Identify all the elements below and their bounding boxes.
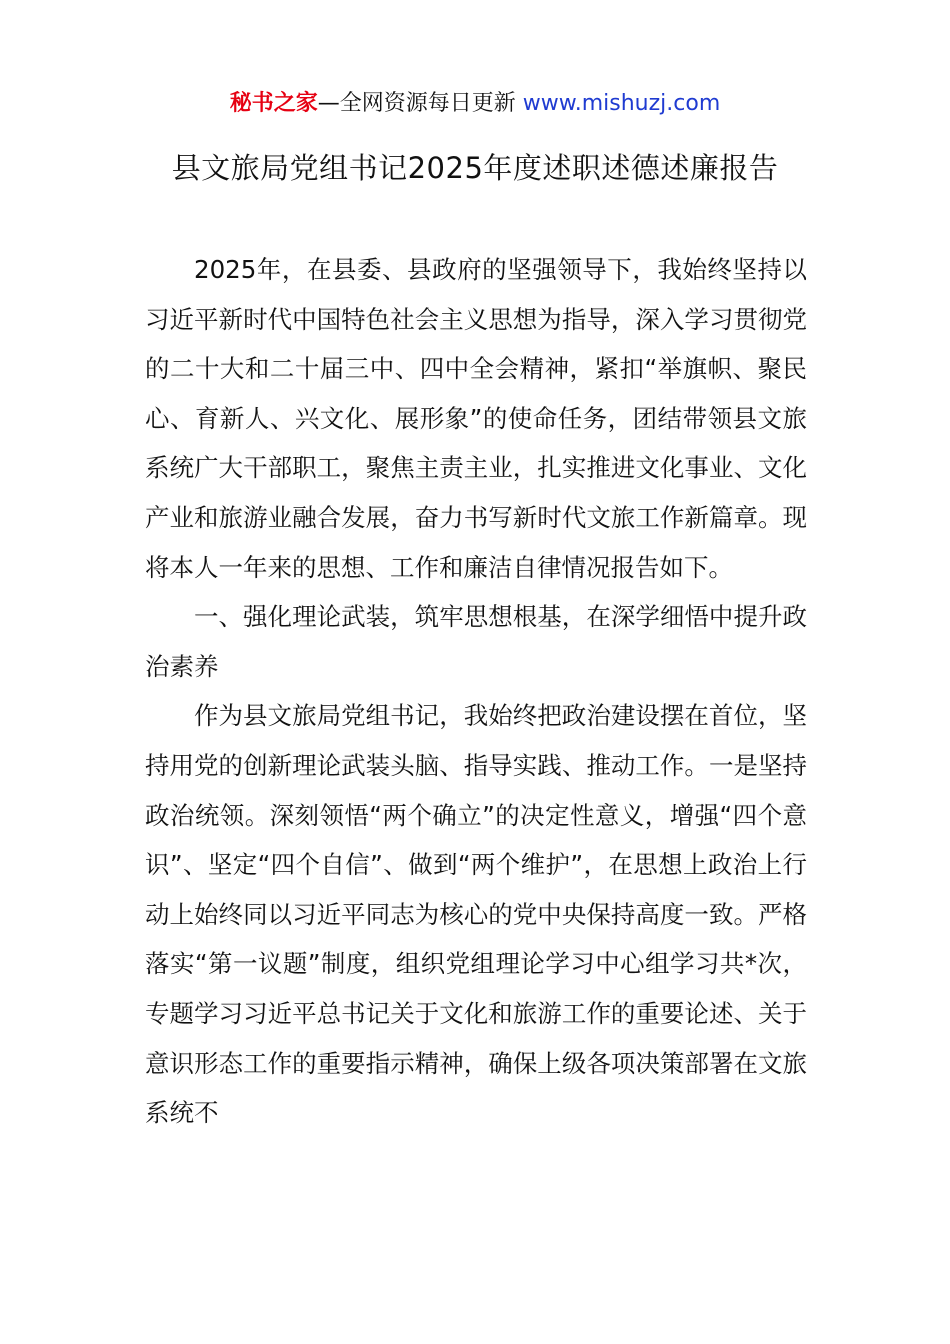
site-header	[0, 88, 950, 120]
document-title: 县文旅局党组书记2025年度述职述德述廉报告	[171, 151, 779, 185]
section-heading-1: 一、强化理论武装，筑牢思想根基，在深学细悟中提升政治素养	[145, 602, 807, 681]
site-url-link[interactable]: www.mishuzj.com	[522, 91, 721, 116]
intro-paragraph: 2025年，在县委、县政府的坚强领导下，我始终坚持以习近平新时代中国特色社会主义思想为指导，深入学习贯彻党的二十大和二十届三中、四中全会精神，紧扣“举旗帜、聚民心、育新人、兴文化、展形象”的使命任务，团结带领县文旅系统广大干部职工，聚焦主责主业，扎实推进文化事业、文化产业和旅游业融合发展，奋力书写新时代文旅工作新篇章。现将本人一年来的思想、工作和廉洁自律情况报告如下。	[145, 255, 807, 582]
section-1-paragraph: 作为县文旅局党组书记，我始终把政治建设摆在首位，坚持用党的创新理论武装头脑、指导实践、推动工作。一是坚持政治统领。深刻领悟“两个确立”的决定性意义，增强“四个意识”、坚定“四个自信”、做到“两个维护”，在思想上政治上行动上始终同以习近平同志为核心的党中央保持高度一致。严格落实“第一议题”制度，组织党组理论学习中心组学习共*次，专题学习习近平总书记关于文化和旅游工作的重要论述、关于意识形态工作的重要指示精神，确保上级各项决策部署在文旅系统不	[145, 701, 807, 1128]
site-brand: 秘书之家	[229, 91, 318, 116]
site-tagline: —全网资源每日更新	[317, 91, 523, 116]
document-body	[145, 245, 807, 1138]
